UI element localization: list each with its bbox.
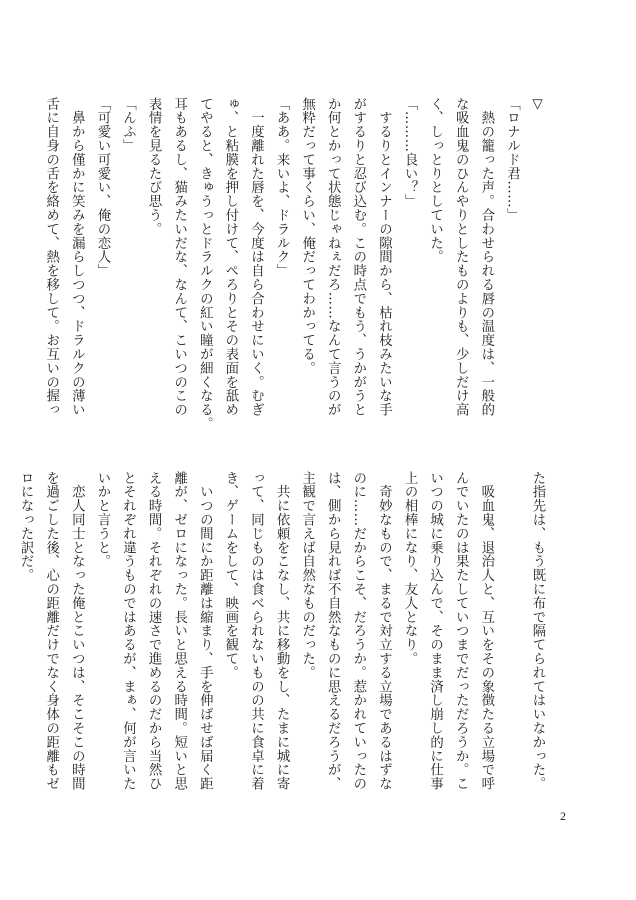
text-column: か何とかって状態じゃねぇだろ……なんて言うのが [325, 97, 341, 417]
text-column: 熱の籠った声。合わせられる唇の温度は、一般的 [478, 97, 494, 417]
text-column: んでいたのは果たしていつまでだっただろうか。こ [453, 471, 469, 791]
text-column: 鼻から僅かに笑みを漏らしつつ、ドラルクの薄い [69, 97, 85, 417]
text-column: く、しっとりとしていた。 [427, 97, 443, 264]
text-column: のに……だからこそ、だろうか。惹かれていったの [350, 471, 366, 791]
text-block-top [43, 97, 550, 431]
text-column: 耳もあるし、猫みたいだな、なんて、こいつのこの [171, 97, 187, 417]
text-column: 「可愛い可愛い、俺の恋人」 [94, 97, 110, 278]
text-column: な吸血鬼のひんやりとしたものよりも、少しだけ高 [453, 97, 469, 417]
text-column [499, 471, 525, 771]
text-column: 「ロナルド君……」 [504, 97, 520, 223]
text-block-bottom [18, 471, 550, 791]
text-column: 「………良い？」 [402, 97, 418, 209]
text-column: てやると、きゅうっとドラルクの紅い瞳が細くなる。 [197, 97, 213, 431]
text-column: た指先は、もう既に布で隔てられてはいなかった。 [530, 471, 545, 791]
text-column: がするりと忍び込む。この時点でもう、うかがうと [350, 97, 366, 417]
text-column: は、側から見れば不自然なものに思えるだろうが、 [325, 471, 341, 791]
text-column: 共に依頼をこなし、共に移動をし、たまに城に寄 [274, 471, 290, 791]
text-column: 「んふ」 [120, 97, 136, 153]
text-column: 「ああ。来いよ、ドラルク」 [274, 97, 290, 278]
text-column: える時間。それぞれの速さで進めるのだから当然ひ [146, 471, 162, 791]
text-column: いつの城に乗り込んで、そのまま済し崩し的に仕事 [427, 471, 443, 791]
text-column: 主観で言えば自然なものだった。 [299, 471, 315, 680]
text-column: するりとインナーの隙間から、枯れ枝みたいな手 [376, 97, 392, 417]
text-column: ロになった訳だ。 [18, 471, 34, 583]
text-column: とそれぞれ違うものではあるが、まぁ、何が言いた [120, 471, 136, 791]
text-column: 舌に自身の舌を絡めて、熱を移して。お互いの握っ [43, 97, 59, 417]
text-column: き、ゲームをして、映画を観て。 [222, 471, 238, 680]
text-column: 表情を見るたび思う。 [146, 97, 162, 236]
text-column: いかと言うと。 [94, 471, 110, 569]
page-number: 2 [560, 809, 566, 823]
text-column: ▽ [530, 97, 545, 113]
text-column: 一度離れた唇を、今度は自ら合わせにいく。むぎ [248, 97, 264, 417]
text-column: いつの間にか距離は縮まり、手を伸ばせば届く距 [197, 471, 213, 791]
text-column: 吸血鬼、退治人と、互いをその象徴たる立場で呼 [478, 471, 494, 791]
text-column: って、同じものは食べられないものの共に食卓に着 [248, 471, 264, 791]
text-column: 無粋だって事くらい、俺だってわかってる。 [299, 97, 315, 375]
text-column: ゅ、と粘膜を押し付けて、ぺろりとその表面を舐め [222, 97, 238, 417]
text-column: 離が、ゼロになった。長いと思える時間。短いと思 [171, 471, 187, 791]
text-column: 上の相棒になり、友人となり。 [402, 471, 418, 666]
text-column: を過ごした後、心の距離だけでなく身体の距離もゼ [43, 471, 59, 791]
text-column: 奇妙なもので、まるで対立する立場であるはずな [376, 471, 392, 791]
text-column: 恋人同士となった俺とこいつは、そこそこの時間 [69, 471, 85, 791]
